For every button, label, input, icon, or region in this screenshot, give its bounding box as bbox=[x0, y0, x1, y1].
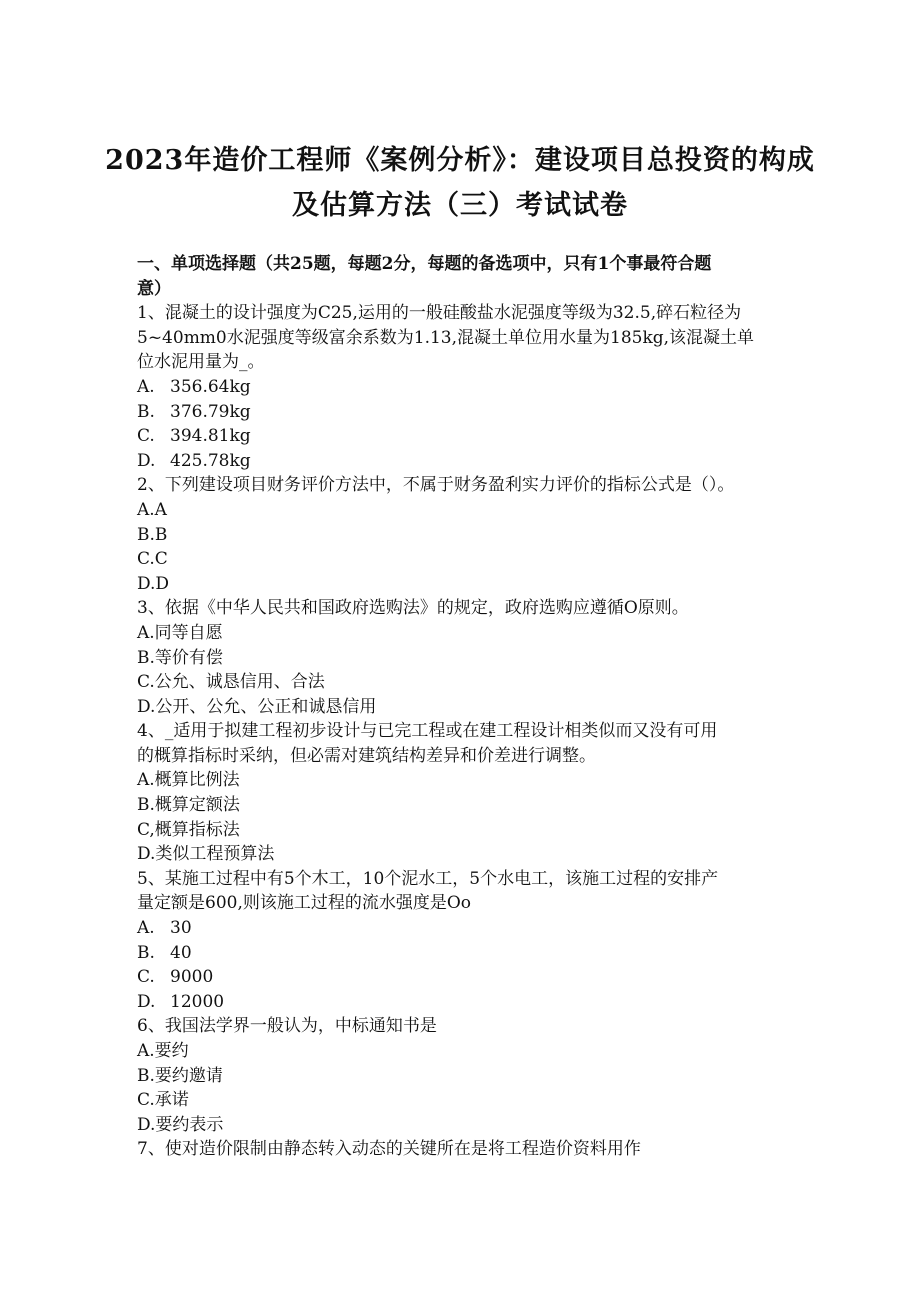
answer-option bbox=[137, 1113, 797, 1138]
question-2 bbox=[137, 473, 797, 596]
answer-option bbox=[137, 1064, 797, 1089]
option-text: B.等价有偿 bbox=[137, 647, 223, 668]
option-text: 394.81kg bbox=[170, 426, 251, 447]
option-text: 12000 bbox=[170, 991, 225, 1012]
option-text: A.要约 bbox=[137, 1041, 189, 1061]
answer-option bbox=[137, 965, 797, 990]
answer-option bbox=[137, 547, 797, 572]
option-text: D.要约表示 bbox=[137, 1114, 224, 1135]
answer-option bbox=[137, 695, 797, 720]
question-6 bbox=[137, 1014, 797, 1137]
question-stem: 量定额是600,则该施工过程的流水强度是Oo bbox=[137, 893, 472, 914]
answer-option bbox=[137, 621, 797, 646]
option-text: C.承诺 bbox=[137, 1090, 189, 1111]
question-3 bbox=[137, 596, 797, 719]
page-title-line-2: 及估算方法（三）考试试卷 bbox=[292, 190, 628, 221]
question-stem: 5~40mm0水泥强度等级富余系数为1.13,混凝土单位用水量为185kg,该混凝土单 bbox=[137, 327, 755, 348]
question-stem: 2、下列建设项目财务评价方法中，不属于财务盈利实力评价的指标公式是（）。 bbox=[137, 475, 735, 496]
question-stem: 1、混凝土的设计强度为C25,运用的一般硅酸盐水泥强度等级为32.5,碎石粒径为 bbox=[137, 303, 742, 324]
question-stem: 4、_适用于拟建工程初步设计与已完工程或在建工程设计相类似而又没有可用 bbox=[137, 721, 718, 742]
option-text: C.公允、诚恳信用、合法 bbox=[137, 672, 325, 693]
option-text: C,概算指标法 bbox=[137, 819, 240, 840]
option-text: 9000 bbox=[170, 967, 214, 988]
option-letter: A. bbox=[137, 918, 155, 939]
option-text: D.D bbox=[137, 573, 170, 594]
answer-option bbox=[137, 768, 797, 793]
answer-option bbox=[137, 670, 797, 695]
option-text: B.概算定额法 bbox=[137, 795, 240, 816]
answer-option bbox=[137, 572, 797, 597]
option-text: A.同等自愿 bbox=[137, 622, 223, 643]
answer-option bbox=[137, 375, 797, 400]
answer-option bbox=[137, 916, 797, 941]
answer-option bbox=[137, 424, 797, 449]
answer-option bbox=[137, 793, 797, 818]
question-stem: 6、我国法学界一般认为，中标通知书是 bbox=[137, 1016, 437, 1037]
option-text: B.B bbox=[137, 524, 168, 545]
question-stem: 7、使对造价限制由静态转入动态的关键所在是将工程造价资料用作 bbox=[137, 1139, 641, 1160]
answer-option bbox=[137, 449, 797, 474]
option-text: 425.78kg bbox=[170, 450, 251, 471]
answer-option bbox=[137, 523, 797, 548]
answer-option bbox=[137, 818, 797, 843]
option-text: B.要约邀请 bbox=[137, 1065, 223, 1086]
option-letter: B. bbox=[137, 401, 155, 422]
option-text: A.概算比例法 bbox=[137, 770, 240, 791]
option-letter: C. bbox=[137, 426, 155, 447]
option-text: C.C bbox=[137, 549, 168, 570]
answer-option bbox=[137, 1039, 797, 1064]
option-letter: C. bbox=[137, 967, 155, 988]
option-text: A.A bbox=[137, 499, 167, 520]
answer-option bbox=[137, 498, 797, 523]
option-text: 30 bbox=[170, 918, 192, 939]
option-text: D.类似工程预算法 bbox=[137, 844, 275, 865]
question-4 bbox=[137, 719, 797, 867]
answer-option bbox=[137, 842, 797, 867]
option-text: 40 bbox=[170, 942, 192, 963]
question-7 bbox=[137, 1137, 797, 1162]
option-letter: B. bbox=[137, 942, 155, 963]
answer-option bbox=[137, 1088, 797, 1113]
question-stem: 位水泥用量为_。 bbox=[137, 352, 265, 373]
question-5 bbox=[137, 867, 797, 1015]
section-heading-cont: 意） bbox=[137, 278, 171, 299]
option-text: 376.79kg bbox=[170, 401, 251, 422]
question-stem: 5、某施工过程中有5个木工，10个泥水工，5个水电工，该施工过程的安排产 bbox=[137, 868, 719, 889]
exam-content bbox=[137, 252, 797, 1162]
option-letter: A. bbox=[137, 376, 155, 397]
page-title-line-1: 2023年造价工程师《案例分析》：建设项目总投资的构成 bbox=[105, 145, 815, 176]
option-text: 356.64kg bbox=[170, 376, 251, 397]
question-stem: 3、依据《中华人民共和国政府选购法》的规定，政府选购应遵循O原则。 bbox=[137, 598, 689, 619]
answer-option bbox=[137, 990, 797, 1015]
question-1 bbox=[137, 301, 797, 473]
section-heading: 一、单项选择题（共25题，每题2分，每题的备选项中，只有1个事最符合题 bbox=[137, 254, 712, 274]
option-letter: D. bbox=[137, 450, 156, 471]
question-stem: 的概算指标时采纳，但必需对建筑结构差异和价差进行调整。 bbox=[137, 745, 596, 766]
answer-option bbox=[137, 941, 797, 966]
option-letter: D. bbox=[137, 991, 156, 1012]
answer-option bbox=[137, 400, 797, 425]
answer-option bbox=[137, 646, 797, 671]
option-text: D.公开、公允、公正和诚恳信用 bbox=[137, 696, 377, 717]
question-list bbox=[137, 301, 797, 1162]
